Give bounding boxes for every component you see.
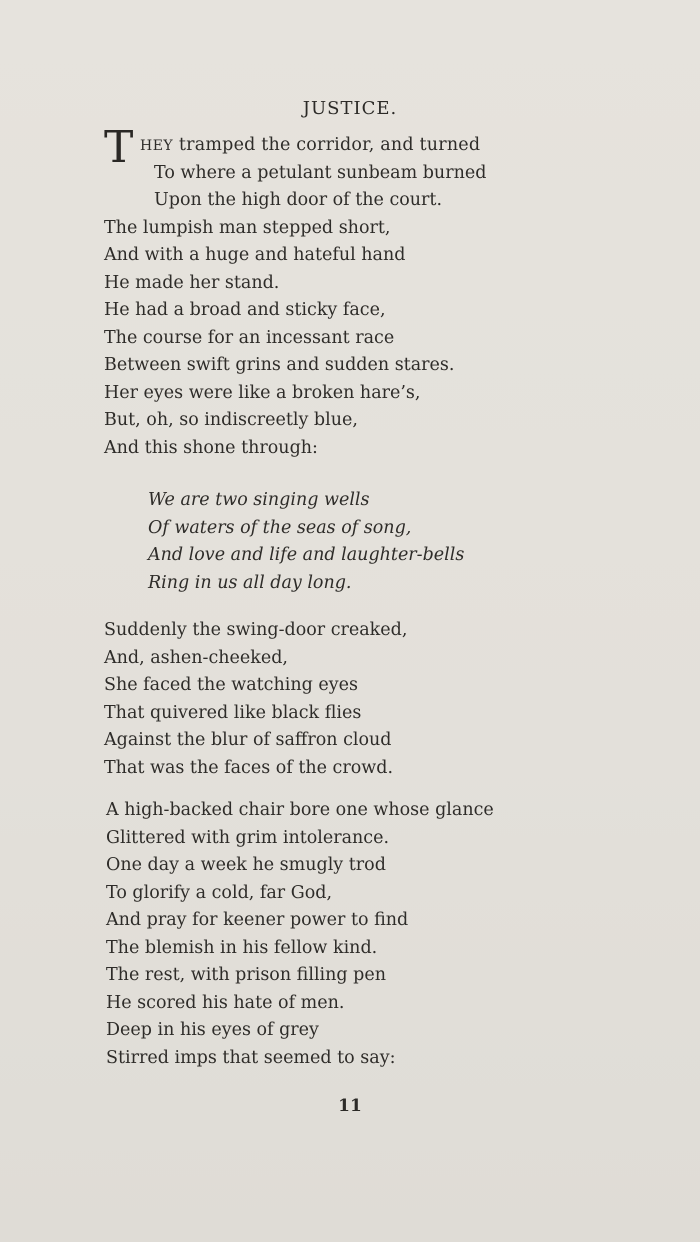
poem-line: Against the blur of saffron cloud [104, 730, 392, 750]
stanza-1 [104, 122, 487, 462]
poem-line: A high-backed chair bore one whose glance [106, 800, 494, 820]
italic-stanza [148, 487, 464, 597]
poem-line: And pray for keener power to find [106, 910, 409, 930]
poem-line: He scored his hate of men. [106, 992, 345, 1013]
poem-line: Glittered with grim intolerance. [106, 827, 390, 848]
poem-line: That was the faces of the crowd. [104, 757, 394, 778]
poem-line: To where a petulant sunbeam burned [154, 162, 487, 183]
poem-line: Suddenly the swing-door creaked, [104, 620, 408, 640]
stanza-2 [104, 617, 407, 782]
poem-line: Between swift grins and sudden stares. [104, 355, 455, 375]
poem-title: JUSTICE. [302, 98, 398, 119]
poem-line: She faced the watching eyes [104, 675, 358, 695]
poem-line: Her eyes were like a broken hare’s, [104, 382, 421, 403]
poem-line: One day a week he smugly trod [106, 855, 386, 875]
poem-line: Stirred imps that seemed to say: [106, 1047, 396, 1068]
poem-line: The rest, with prison filling pen [106, 965, 387, 985]
stanza-3 [106, 797, 494, 1072]
poem-line: That quivered like black flies [104, 702, 362, 723]
poem-line: The course for an incessant race [104, 327, 395, 348]
first-word-small-caps: HEY [140, 138, 174, 154]
page-number: 11 [338, 1096, 362, 1116]
poem-line: But, oh, so indiscreetly blue, [104, 410, 358, 430]
drop-cap: T [104, 122, 134, 173]
poem-line: Upon the high door of the court. [154, 190, 443, 210]
poem-line: The lumpish man stepped short, [104, 217, 391, 238]
poem-line-italic: And love and life and laughter-bells [148, 545, 465, 565]
poem-line: He had a broad and sticky face, [104, 300, 386, 320]
poem-line: The blemish in his fellow kind. [106, 937, 378, 958]
poem-line-italic: Ring in us all day long. [148, 572, 352, 593]
poem-line-italic: We are two singing wells [148, 490, 370, 510]
poem-line-italic: Of waters of the seas of song, [148, 517, 412, 538]
poem-line: Deep in his eyes of grey [106, 1020, 319, 1040]
poem-line: And, ashen-cheeked, [104, 647, 288, 668]
poem-line: And with a huge and hateful hand [104, 245, 406, 265]
poem-line: To glorify a cold, far God, [106, 882, 333, 903]
poem-line: He made her stand. [104, 272, 280, 293]
poem-line: And this shone through: [104, 437, 318, 458]
first-line-tail: tramped the corridor, and turned [173, 135, 481, 155]
